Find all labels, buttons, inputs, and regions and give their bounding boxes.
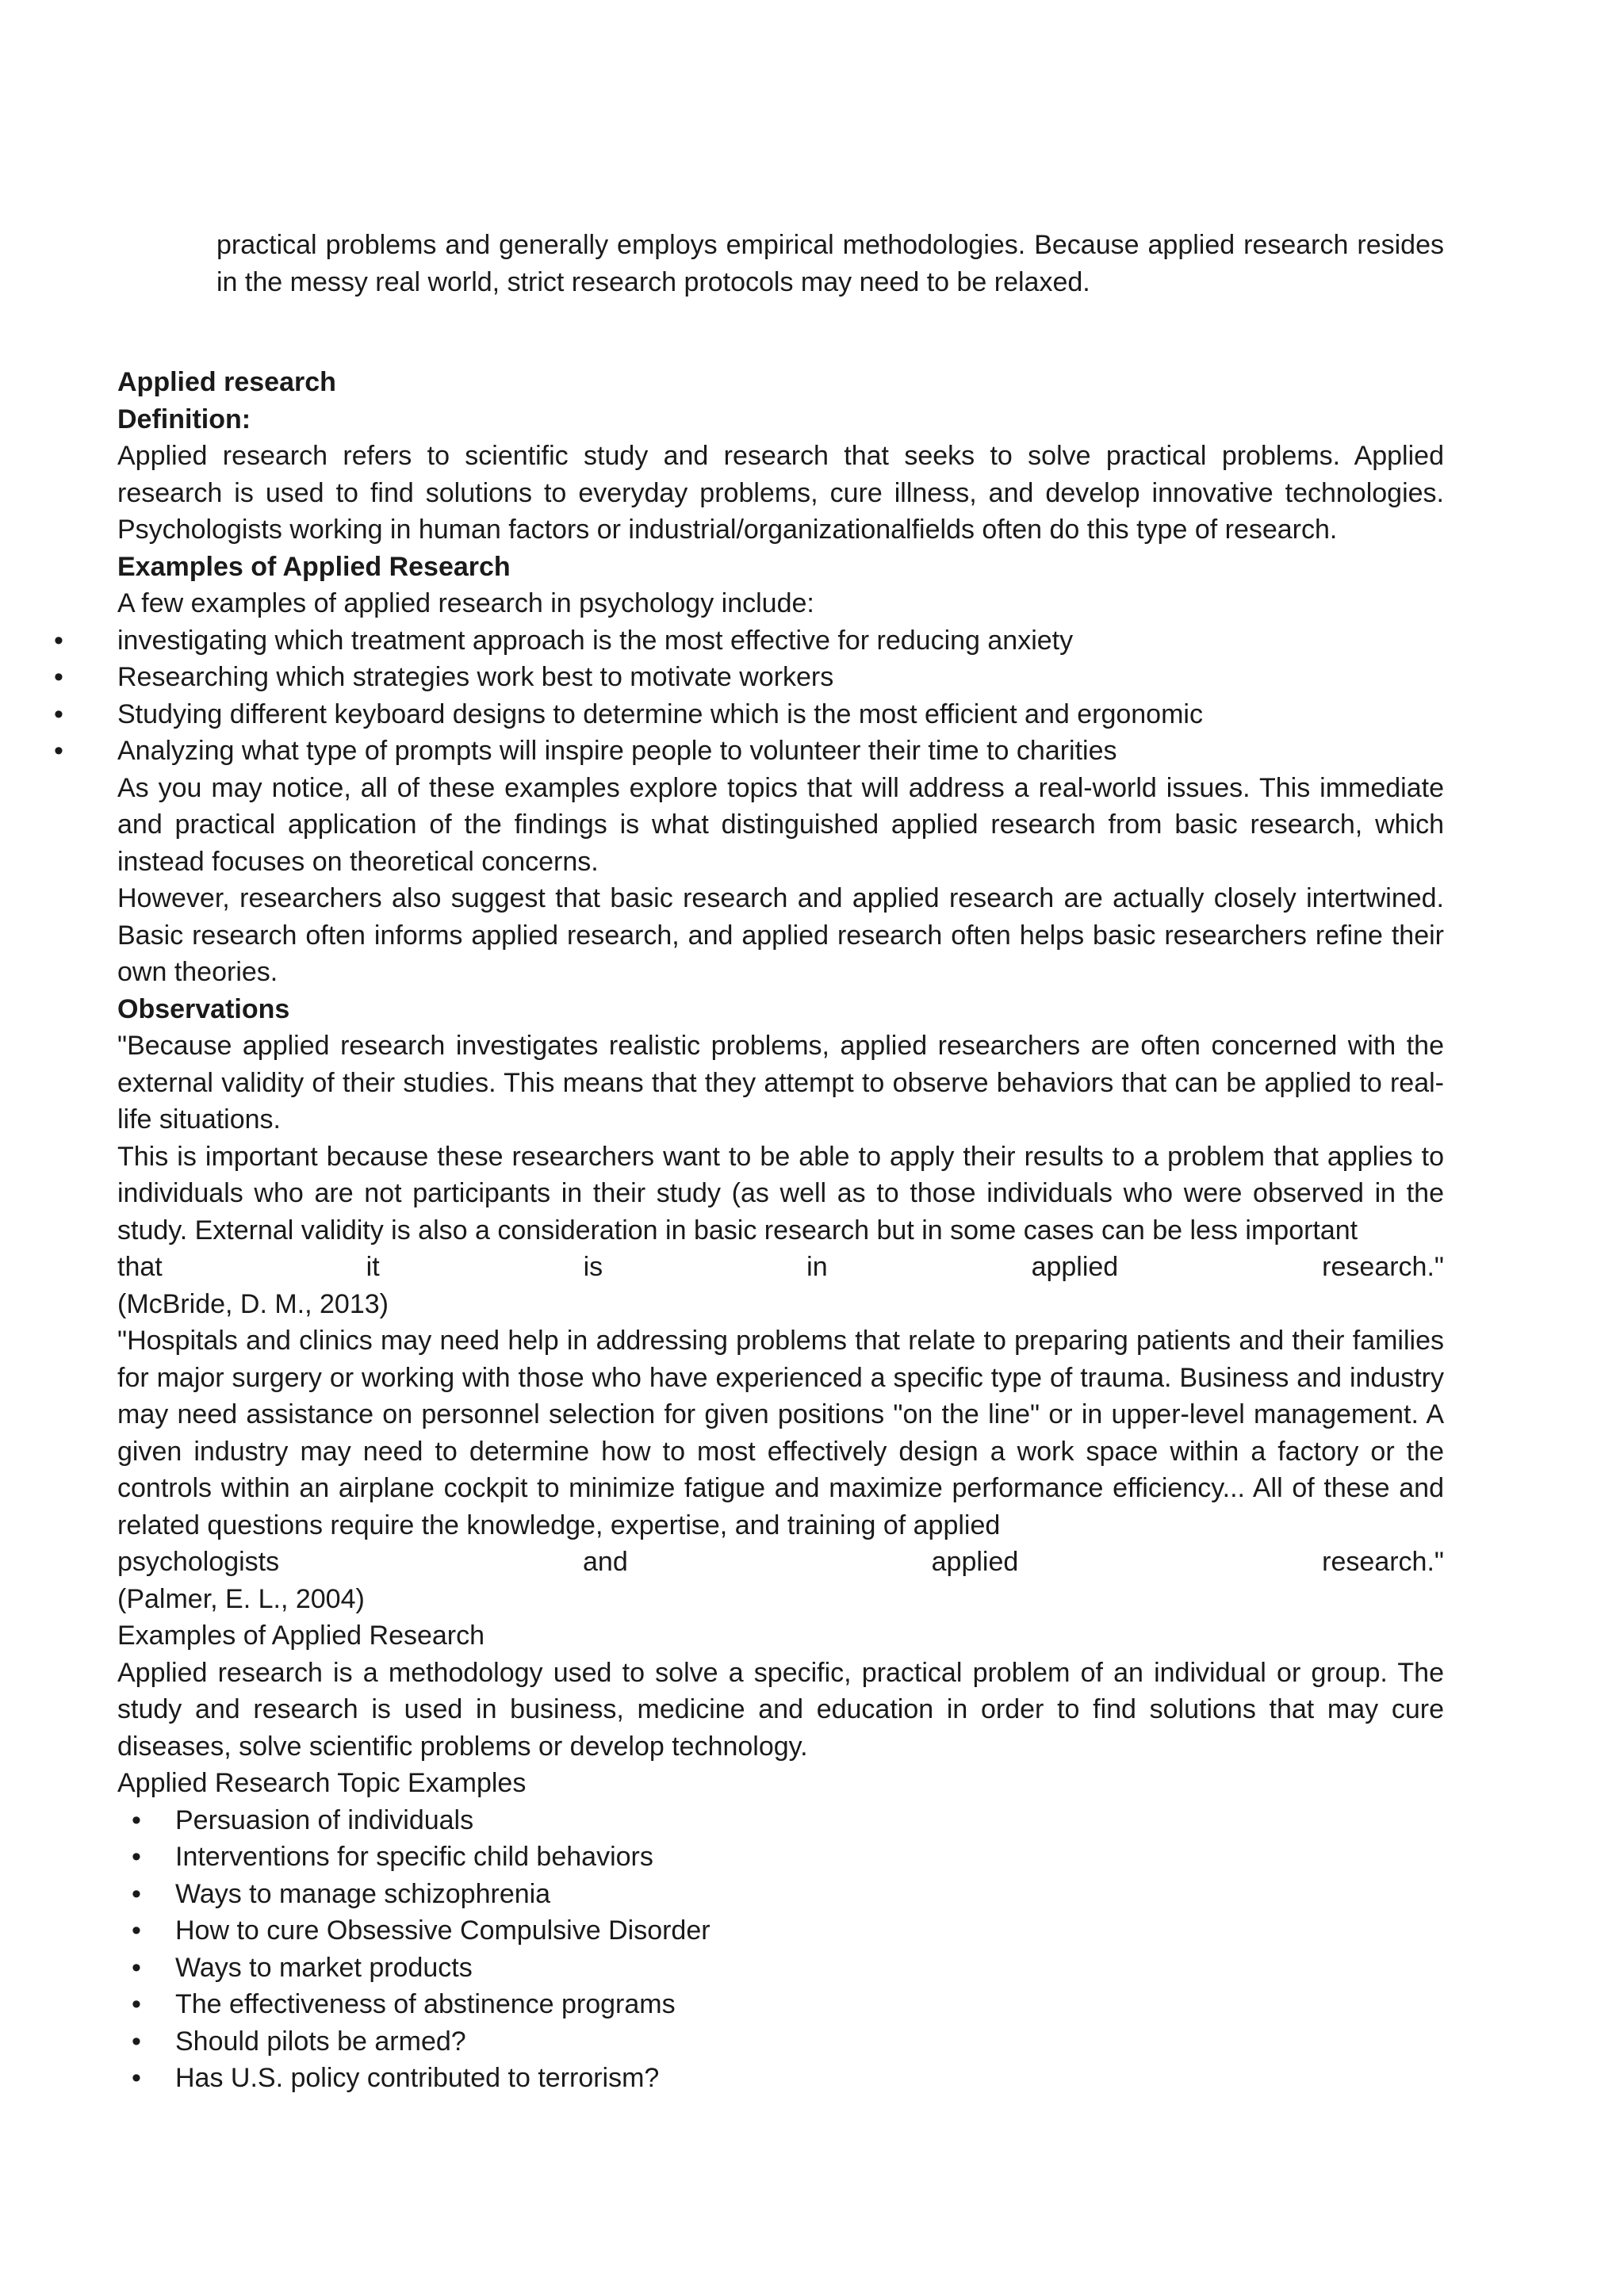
section-title: Applied research xyxy=(117,367,336,397)
quote-mcbride-lastline xyxy=(117,1249,1444,1286)
word: applied xyxy=(1031,1252,1119,1282)
word: research." xyxy=(1322,1547,1444,1577)
list-item: • Ways to manage schizophrenia xyxy=(175,1876,1444,1913)
list-item: • Studying different keyboard designs to determine which is the most efficient and ergonomic xyxy=(117,696,1444,733)
list-item: • The effectiveness of abstinence programs xyxy=(175,1986,1444,2023)
citation-mcbride: (McBride, D. M., 2013) xyxy=(117,1288,389,1319)
word: it xyxy=(366,1252,380,1282)
list-item: • Interventions for specific child behaviors xyxy=(175,1839,1444,1876)
list-item: • How to cure Obsessive Compulsive Disorder xyxy=(175,1912,1444,1950)
list-item: • Ways to market products xyxy=(175,1950,1444,1987)
word: applied xyxy=(931,1547,1019,1577)
list-item: • Analyzing what type of prompts will inspire people to volunteer their time to charities xyxy=(117,733,1444,770)
examples-intro: A few examples of applied research in psychology include: xyxy=(117,588,814,618)
citation-palmer: (Palmer, E. L., 2004) xyxy=(117,1583,365,1614)
word: that xyxy=(117,1252,163,1282)
continuation-paragraph: practical problems and generally employs empirical methodologies. Because applied research resides in the messy real world, strict research protocols may need to be relaxed. xyxy=(216,230,1444,297)
word: in xyxy=(806,1252,828,1282)
quote-palmer: "Hospitals and clinics may need help in addressing problems that relate to preparing patients and their families for major surgery or working with those who have experienced a specific type of trauma. Business and industry may need assistance on personnel selection for given positions "on the line" or in upper-level management. A given industry may need to determine how to most effectively design a work space within a factory or the controls within an airplane cockpit to minimize fatigue and maximize performance efficiency... All of these and related questions require the knowledge, expertise, and training of applied xyxy=(117,1326,1444,1540)
list-item: • Persuasion of individuals xyxy=(175,1802,1444,1839)
examples-heading: Examples of Applied Research xyxy=(117,551,511,582)
topics-list xyxy=(117,1802,1444,2097)
notice-paragraph: As you may notice, all of these examples explore topics that will address a real-world issues. This immediate and practical application of the findings is what distinguished applied research from basic research, which instead focuses on theoretical concerns. xyxy=(117,772,1444,877)
quote-palmer-lastline xyxy=(117,1544,1444,1581)
list-item: • Should pilots be armed? xyxy=(175,2023,1444,2061)
observations-heading: Observations xyxy=(117,993,290,1024)
topics-heading: Applied Research Topic Examples xyxy=(117,1768,527,1798)
word: research." xyxy=(1322,1252,1444,1282)
definition-text: Applied research refers to scientific study and research that seeks to solve practical problems. Applied research is used to find solutions to everyday problems, cure illness, and develop innovative technologies. Psychologists working in human factors or industrial/organizationalfields often do this type of research. xyxy=(117,441,1444,545)
quote-mcbride-part2: This is important because these researchers want to be able to apply their results to a problem that applies to individuals who are not participants in their study (as well as to those individuals who were observed in the study. External validity is also a consideration in basic research but in some cases can be less important xyxy=(117,1141,1444,1246)
examples-list xyxy=(117,622,1444,770)
word: and xyxy=(583,1547,628,1577)
list-item: • Has U.S. policy contributed to terrorism? xyxy=(175,2060,1444,2097)
however-paragraph: However, researchers also suggest that basic research and applied research are actually closely intertwined. Basic research often informs applied research, and applied research often helps basic researchers refine their own theories. xyxy=(117,883,1444,987)
definition-label: Definition: xyxy=(117,404,251,434)
word: psychologists xyxy=(117,1547,280,1577)
list-item: • Researching which strategies work best to motivate workers xyxy=(117,659,1444,696)
examples2-heading: Examples of Applied Research xyxy=(117,1621,485,1651)
main-content xyxy=(117,364,1444,2097)
list-item: • investigating which treatment approach is the most effective for reducing anxiety xyxy=(117,622,1444,660)
word: is xyxy=(583,1252,603,1282)
quote-mcbride-part1: "Because applied research investigates realistic problems, applied researchers are often concerned with the external validity of their studies. This means that they attempt to observe behaviors that can be applied to real-life situations. xyxy=(117,1031,1444,1135)
examples2-paragraph: Applied research is a methodology used to solve a specific, practical problem of an individual or group. The study and research is used in business, medicine and education in order to find solutions that may cure diseases, solve scientific problems or develop technology. xyxy=(117,1657,1444,1762)
